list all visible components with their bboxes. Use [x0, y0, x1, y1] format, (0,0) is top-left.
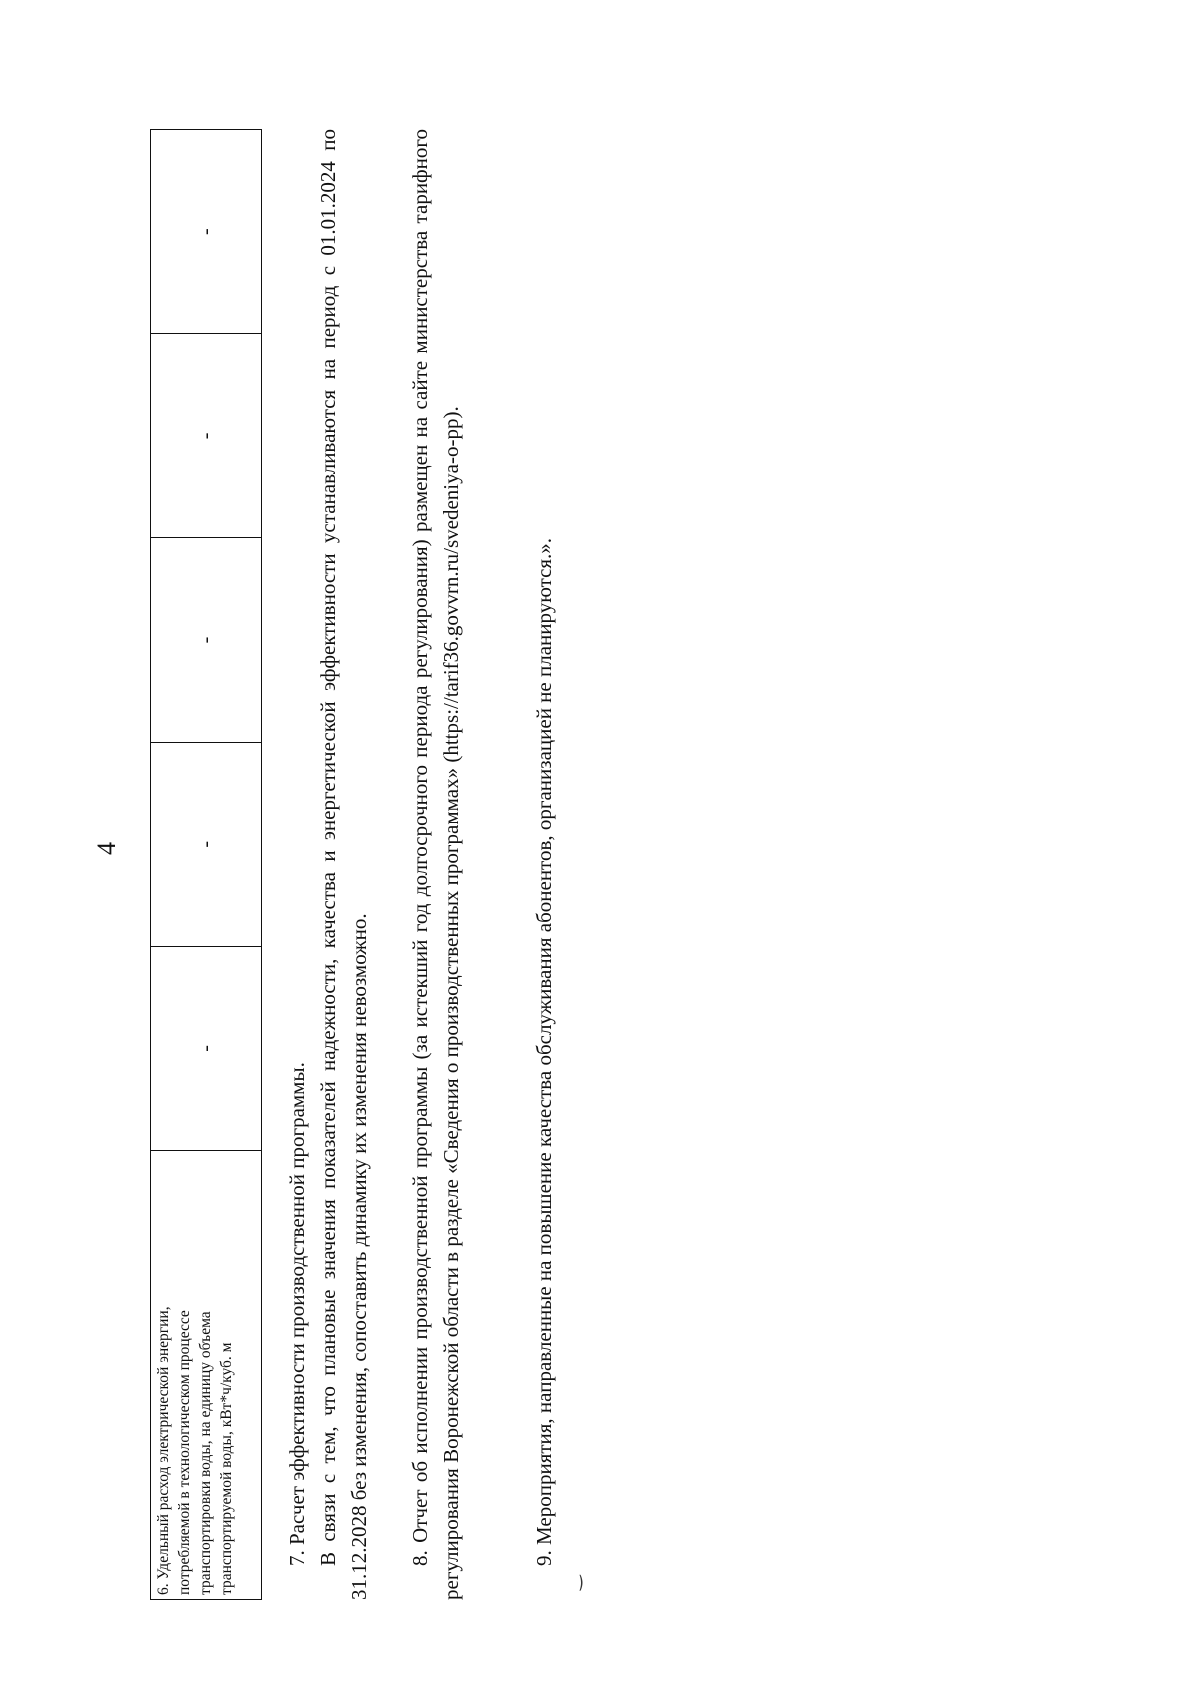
section-7-heading: 7. Расчет эффективности производственной программы. [285, 1062, 309, 1566]
indicators-table [150, 129, 262, 1600]
value-cell: - [151, 334, 262, 538]
value-cell: - [151, 946, 262, 1150]
section-8-text: 8. Отчет об исполнении производственной программы (за истекший год долгосрочного периода регулирования) размещен на сайте министерства тарифного регулирования Воронежской области в разделе «Сведения о производственных программах» (https://tarif36.govvrn.ru/svedeniya-o-pp). [408, 129, 463, 1600]
indicator-label-line: потребляемой в технологическом процессе [176, 1310, 193, 1595]
section-9-text: 9. Мероприятия, направленные на повышение качества обслуживания абонентов, организацией не планируются.». [532, 537, 556, 1566]
table-row [151, 130, 262, 1600]
page-number: 4 [92, 842, 121, 855]
indicator-label-line: транспортировки воды, на единицу объема [197, 1311, 214, 1595]
section-9 [529, 129, 560, 1600]
scan-mark: ‿ [562, 1575, 582, 1590]
value-cell: - [151, 130, 262, 334]
section-7-text: В связи с тем, что плановые значения показателей надежности, качества и энергетической эффективности устанавливаются на период с 01.01.2024 по 31.12.2028 без изменения, сопоставить динамику их изменения невозможно. [316, 129, 371, 1600]
indicator-label-cell [151, 1151, 262, 1600]
indicator-label-line: 6. Удельный расход электрической энергии, [155, 1306, 172, 1595]
value-cell: - [151, 538, 262, 742]
indicator-label-line: транспортируемой воды, кВт*ч/куб. м [218, 1342, 235, 1595]
value-cell: - [151, 742, 262, 946]
section-8 [405, 129, 467, 1600]
rotated-page-content [92, 100, 710, 1600]
section-7 [282, 129, 375, 1600]
